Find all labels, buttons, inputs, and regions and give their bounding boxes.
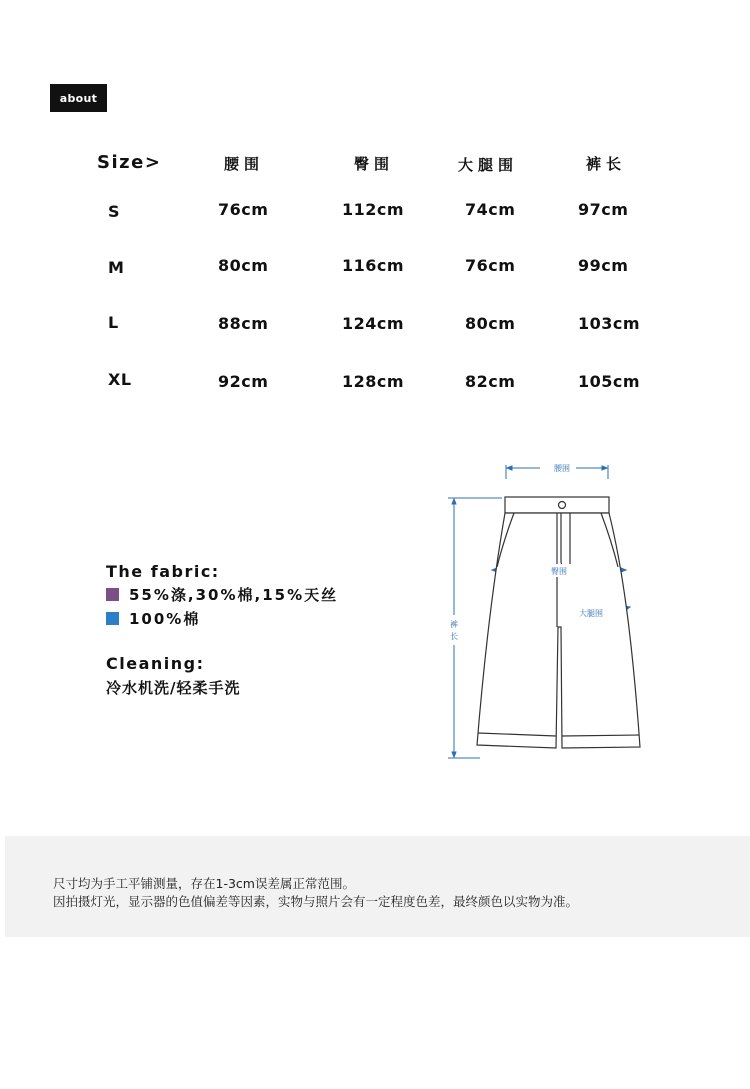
pants-measurement-diagram [440, 455, 660, 775]
about-tag: about [50, 84, 107, 112]
hip-value: 112cm [342, 200, 405, 219]
length-value: 97cm [578, 200, 629, 219]
waist-value: 92cm [218, 372, 269, 391]
waist-dimension-label: 腰围 [554, 464, 570, 473]
size-label: L [108, 313, 119, 332]
length-value: 105cm [578, 372, 641, 391]
size-column-header: Size> [97, 152, 162, 173]
length-column-header: 裤长 [586, 155, 627, 173]
fabric-section [106, 562, 338, 629]
thigh-value: 76cm [465, 256, 516, 275]
size-label: M [108, 258, 125, 277]
hip-column-header: 臀围 [354, 155, 395, 173]
cleaning-title: Cleaning: [106, 654, 205, 673]
hip-value: 116cm [342, 256, 405, 275]
cleaning-instructions: 冷水机洗/轻柔手洗 [106, 679, 241, 697]
fabric-item [106, 608, 338, 629]
notice-line-1: 尺寸均为手工平铺测量，存在1-3cm误差属正常范围。 [53, 876, 355, 891]
fabric-composition: 100%棉 [129, 610, 201, 628]
cleaning-section [106, 654, 240, 698]
thigh-value: 80cm [465, 314, 516, 333]
waist-value: 80cm [218, 256, 269, 275]
pants-diagram-svg [440, 455, 660, 775]
waist-column-header: 腰围 [224, 155, 265, 173]
measurement-notice [5, 836, 750, 937]
thigh-column-header: 大腿围 [458, 156, 519, 174]
size-label: XL [108, 370, 132, 389]
length-dimension-label-2: 长 [450, 632, 458, 641]
thigh-dimension-label: 大腿围 [579, 609, 603, 618]
waist-value: 88cm [218, 314, 269, 333]
hip-dimension-label: 臀围 [551, 567, 567, 576]
fabric-item [106, 584, 338, 605]
notice-line-2: 因拍摄灯光，显示器的色值偏差等因素，实物与照片会有一定程度色差，最终颜色以实物为准。 [53, 894, 579, 909]
fabric-color-swatch [106, 612, 119, 625]
hip-value: 124cm [342, 314, 405, 333]
hip-value: 128cm [342, 372, 405, 391]
length-value: 103cm [578, 314, 641, 333]
size-label: S [108, 202, 121, 221]
length-value: 99cm [578, 256, 629, 275]
fabric-title: The fabric: [106, 562, 220, 581]
thigh-value: 82cm [465, 372, 516, 391]
pants-outline [477, 497, 640, 748]
fabric-color-swatch [106, 588, 119, 601]
waist-value: 76cm [218, 200, 269, 219]
thigh-value: 74cm [465, 200, 516, 219]
fabric-composition: 55%涤,30%棉,15%天丝 [129, 586, 339, 604]
length-dimension-label-1: 裤 [450, 620, 458, 629]
